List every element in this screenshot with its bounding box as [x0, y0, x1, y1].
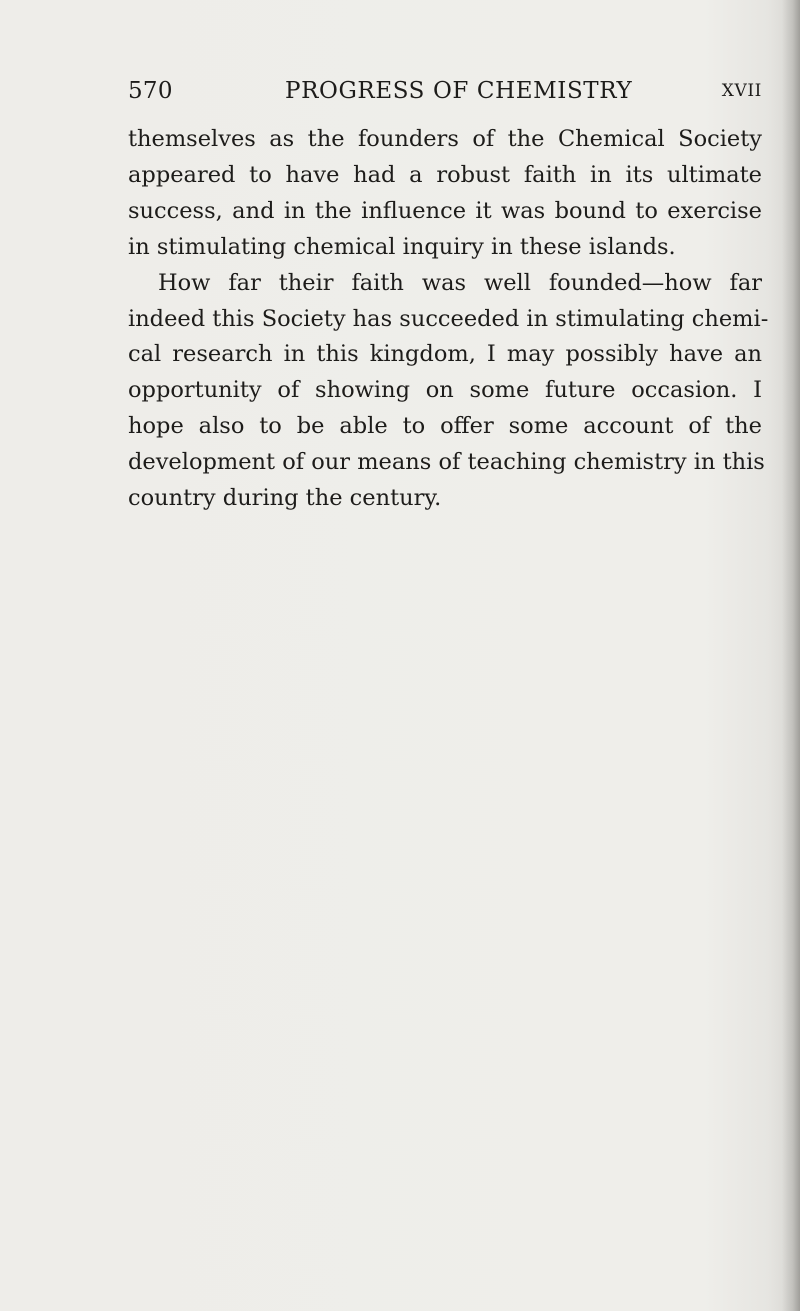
text-line: themselves as the founders of the Chemical Society — [128, 126, 762, 152]
text-line: How far their faith was well founded—how far — [158, 269, 762, 296]
text-line: cal research in this kingdom, I may possibly have an — [128, 341, 762, 368]
text-line: appeared to have had a robust faith in its ultimate — [128, 161, 762, 188]
text-line: country during the century. — [128, 485, 442, 512]
text-line: success, and in the influence it was bound to exercise — [128, 197, 762, 224]
paragraph-1 — [128, 122, 762, 266]
text-line: development of our means of teaching chemistry in this — [128, 449, 765, 476]
body-text — [128, 122, 769, 517]
page-number: 570 — [128, 78, 173, 104]
text-line: hope also to be able to offer some account of the — [128, 413, 762, 440]
page-edge-shadow — [782, 0, 800, 1311]
text-line: indeed this Society has succeeded in stimulating chemi- — [128, 305, 769, 332]
paragraph-2 — [128, 266, 769, 517]
running-head — [128, 78, 762, 112]
text-line: in stimulating chemical inquiry in these islands. — [128, 233, 676, 260]
text-line: opportunity of showing on some future occasion. I — [128, 377, 762, 404]
running-title: PROGRESS OF CHEMISTRY — [285, 78, 633, 104]
chapter-number: XVII — [721, 81, 762, 101]
